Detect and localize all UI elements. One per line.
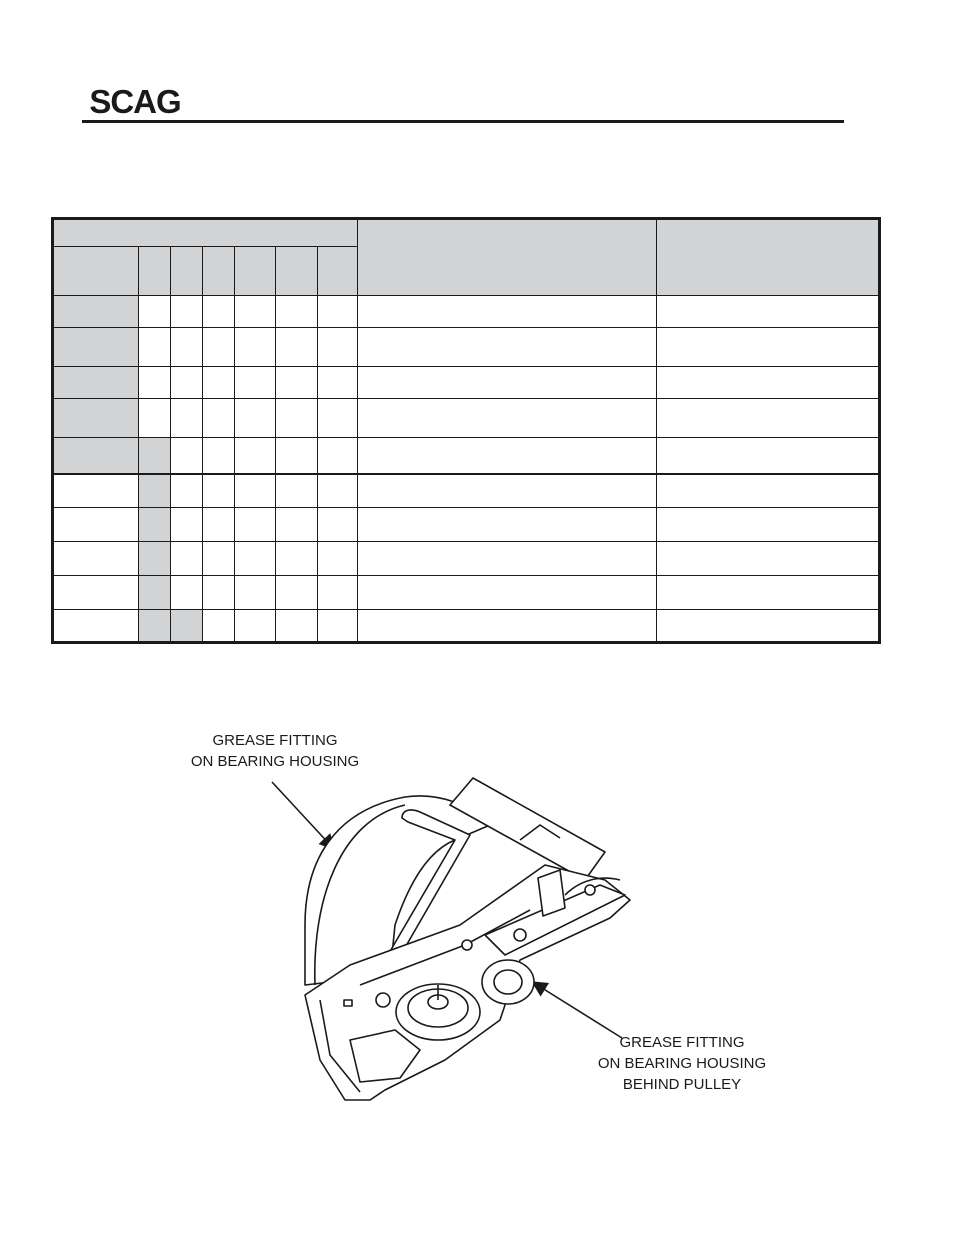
leader-arrow-bottom	[534, 983, 622, 1038]
callout-line: GREASE FITTING	[619, 1034, 745, 1051]
callout-line: ON BEARING HOUSING	[597, 1055, 767, 1072]
spring-block	[538, 870, 565, 916]
callout-line: BEHIND PULLEY	[622, 1076, 742, 1093]
brand-text: SCAG	[89, 84, 181, 120]
leader-arrow-top	[272, 782, 333, 848]
callout-line: GREASE FITTING	[212, 732, 338, 749]
callout-line: ON BEARING HOUSING	[190, 753, 360, 770]
